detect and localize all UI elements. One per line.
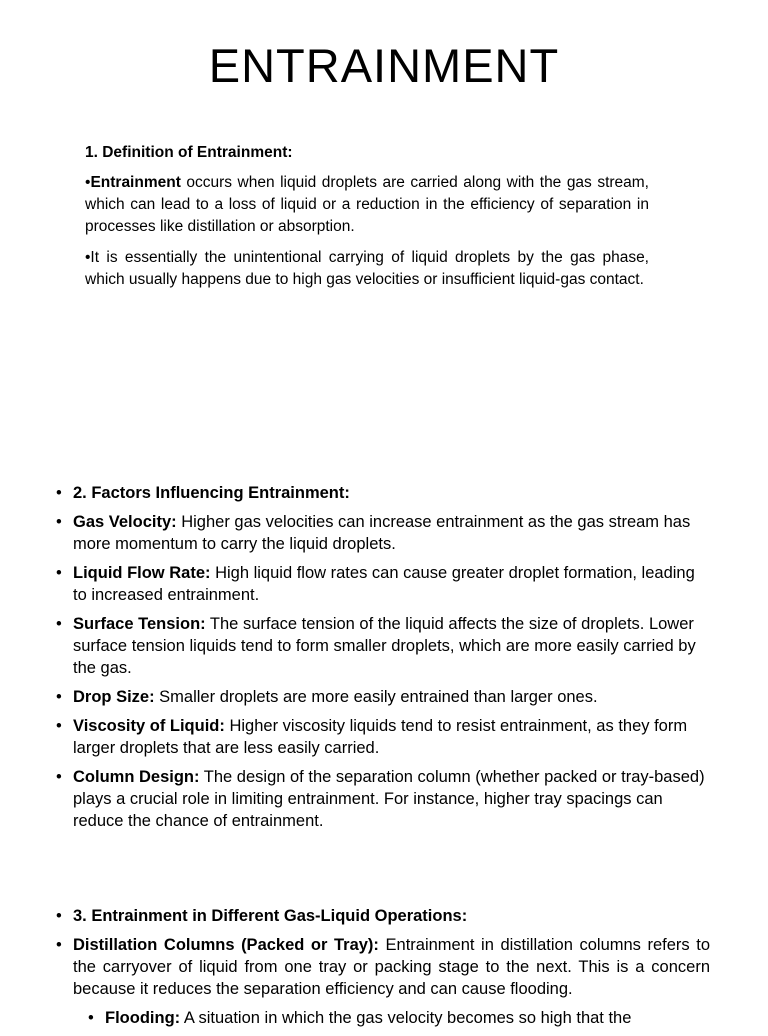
list-item [0,511,768,555]
factor-text: Higher viscosity liquids tend to resist entrainment, as they form larger droplets that are less easily carried. [73,717,688,757]
bullet-icon: • [56,936,62,954]
sub-label: Flooding: [105,1009,181,1027]
definition-section [85,142,649,300]
paragraph-bullet: • [85,174,91,191]
operations-list [0,905,768,1029]
factor-label: Column Design: [73,768,200,786]
factor-text: Smaller droplets are more easily entrained than larger ones. [154,688,598,706]
bullet-icon: • [56,907,62,925]
bullet-icon: • [56,688,62,706]
factors-section [0,482,768,839]
list-item [0,482,768,504]
bullet-icon: • [56,615,62,633]
factor-text: The design of the separation column (whether packed or tray-based) plays a crucial role in limiting entrainment. For instance, higher tray spacings can reduce the chance of entrainment. [73,768,705,830]
factor-label: Gas Velocity: [73,513,177,531]
factor-text: The surface tension of the liquid affects the size of droplets. Lower surface tension liquids tend to form smaller droplets, which are more easily carried by the gas. [73,615,696,677]
list-item [0,905,768,927]
bullet-icon: • [56,564,62,582]
factor-label: Viscosity of Liquid: [73,717,225,735]
sub-list-item [0,1007,768,1029]
list-item [0,562,768,606]
operation-text: Entrainment in distillation columns refers to the carryover of liquid from one tray or packing stage to the next. This is a concern because it reduces the separation efficiency and can cause flooding. [73,936,711,998]
factor-label: Liquid Flow Rate: [73,564,211,582]
operation-label: Distillation Columns (Packed or Tray): [73,936,379,954]
bullet-icon: • [88,1009,94,1027]
definition-heading: 1. Definition of Entrainment: [85,144,293,161]
definition-paragraph-2: •It is essentially the unintentional carrying of liquid droplets by the gas phase, which usually happens due to high gas velocities or insufficient liquid-gas contact. [85,249,649,288]
list-item [0,613,768,679]
operations-section [0,905,768,1036]
definition-paragraph-1 [85,172,649,238]
list-item [0,766,768,832]
entrainment-term: Entrainment [90,174,181,191]
bullet-icon: • [56,513,62,531]
sub-text: A situation in which the gas velocity becomes so high that the [180,1009,632,1027]
operations-heading: 3. Entrainment in Different Gas-Liquid Operations: [73,907,468,925]
list-item [0,934,768,1000]
page-title: ENTRAINMENT [208,39,560,92]
factor-label: Drop Size: [73,688,155,706]
definition-text-1: occurs when liquid droplets are carried along with the gas stream, which can lead to a loss of liquid or a reduction in the efficiency of separation in processes like distillation or absorption. [85,174,649,235]
factor-text: Higher gas velocities can increase entrainment as the gas stream has more momentum to carry the liquid droplets. [73,513,691,553]
bullet-icon: • [56,484,62,502]
bullet-icon: • [56,768,62,786]
factor-text: High liquid flow rates can cause greater droplet formation, leading to increased entrainment. [73,564,695,604]
factors-heading: 2. Factors Influencing Entrainment: [73,484,350,502]
list-item [0,686,768,708]
bullet-icon: • [56,717,62,735]
list-item [0,715,768,759]
factor-label: Surface Tension: [73,615,206,633]
factors-list [0,482,768,832]
